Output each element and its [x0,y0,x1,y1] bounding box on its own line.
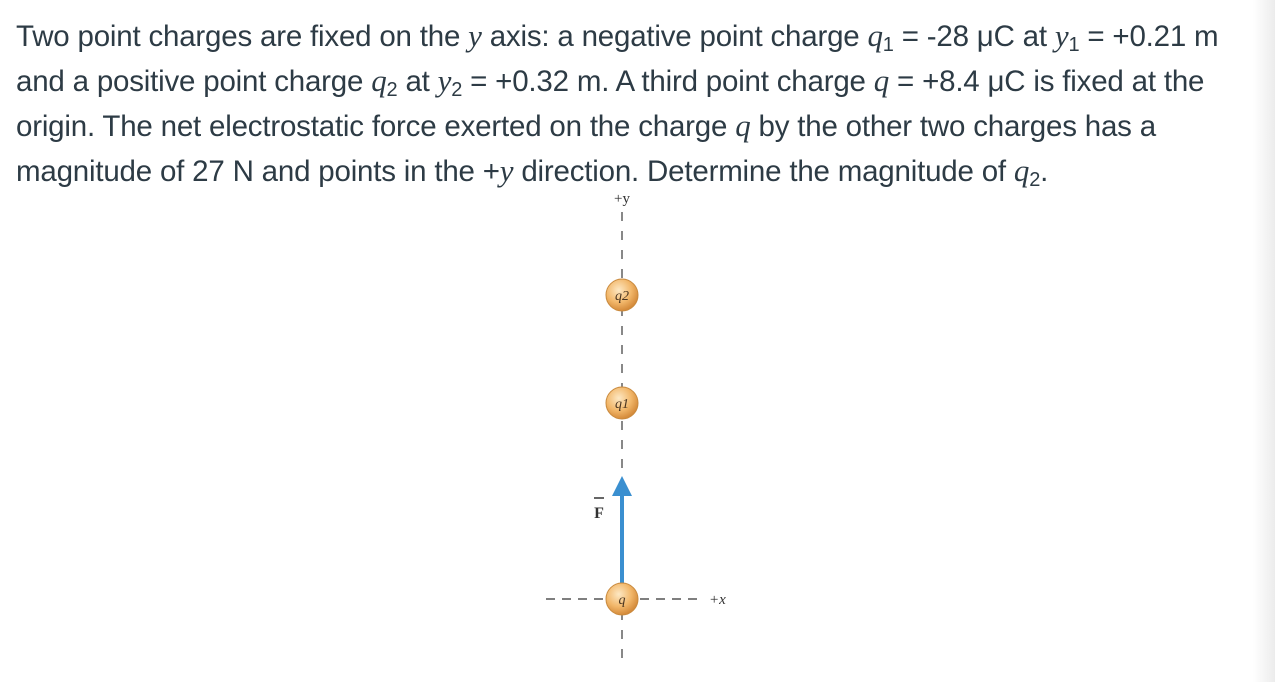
problem-text: by the other two charges has a magnitude of 27 N and points in the + [16,110,1156,188]
subscript: 1 [1068,34,1080,56]
problem-text: . [1040,155,1049,188]
var-y1: y [1054,18,1069,53]
subscript: 2 [386,79,398,101]
var-y: y [499,153,514,188]
var-q: q [735,108,751,143]
charge-q1-label: q1 [615,397,629,412]
subscript: 2 [451,79,463,101]
var-q1: q [867,18,883,53]
problem-text: = +0.21 m and a positive point charge [16,20,1219,98]
problem-text: = +0.32 m. A third point charge [462,65,874,98]
var-q2: q [1013,153,1030,188]
x-axis-label: +x [709,592,726,608]
subscript: 1 [882,34,894,56]
subscript: 2 [1029,169,1041,191]
problem-text: = +8.4 μC is fixed at the origin. The net electrostatic force exerted on the charge [16,65,1205,143]
y-axis-label: +y [614,191,630,207]
charge-q-label: q [618,593,626,608]
var-q: q [873,63,890,98]
var-q2: q [371,63,387,98]
problem-text: axis: a negative point charge [481,20,868,53]
problem-text: at [397,65,438,98]
problem-text: = -28 μC at [893,20,1055,53]
problem-text: direction. Determine the magnitude of [513,155,1014,188]
var-y: y [468,18,482,53]
charge-q2-label: q2 [615,289,629,304]
problem-text: Two point charges are fixed on the [16,20,469,53]
var-y2: y [437,63,452,98]
force-label: F [594,505,604,522]
force-arrow-head [612,476,632,496]
